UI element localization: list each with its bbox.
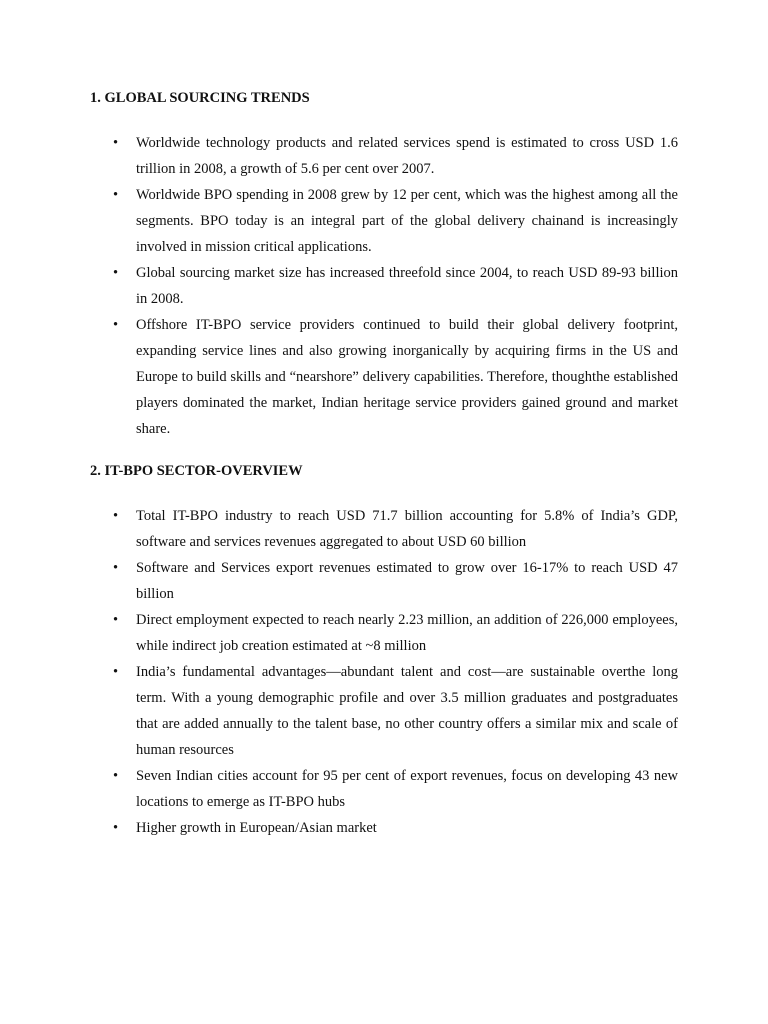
bullet-icon: • <box>113 265 119 281</box>
list-item-text: Seven Indian cities account for 95 per cent of export revenues, focus on developing 43 new locations to emerge as IT-BPO hubs <box>136 768 678 810</box>
list-item <box>113 607 678 659</box>
list-item-text: India’s fundamental advantages—abundant talent and cost—are sustainable overthe long term. With a young demographic profile and over 3.5 million graduates and postgraduates that are added annually to the talent base, no other country offers a similar mix and scale of human resources <box>136 664 678 758</box>
list-item <box>113 182 678 260</box>
list-item <box>113 260 678 312</box>
section-heading-global-sourcing-trends: 1. GLOBAL SOURCING TRENDS <box>90 90 310 106</box>
list-item <box>113 503 678 555</box>
section-heading-it-bpo-sector-overview: 2. IT-BPO SECTOR-OVERVIEW <box>90 463 303 479</box>
list-item <box>113 555 678 607</box>
list-item-text: Higher growth in European/Asian market <box>136 820 377 836</box>
list-item <box>113 659 678 763</box>
list-item-text: Global sourcing market size has increased threefold since 2004, to reach USD 89-93 billion in 2008. <box>136 265 678 307</box>
bullet-icon: • <box>113 612 119 628</box>
bullet-icon: • <box>113 187 119 203</box>
bullet-icon: • <box>113 508 119 524</box>
list-item <box>113 815 678 841</box>
list-item-text: Worldwide technology products and related services spend is estimated to cross USD 1.6 trillion in 2008, a growth of 5.6 per cent over 2007. <box>136 135 678 177</box>
bullet-icon: • <box>113 768 119 784</box>
bullet-icon: • <box>113 135 119 151</box>
list-item-text: Direct employment expected to reach nearly 2.23 million, an addition of 226,000 employees, while indirect job creation estimated at ~8 million <box>136 612 678 654</box>
bullet-icon: • <box>113 560 119 576</box>
list-item <box>113 763 678 815</box>
list-item-text: Offshore IT-BPO service providers continued to build their global delivery footprint, expanding service lines and also growing inorganically by acquiring firms in the US and Europe to build skills and “nearshore” delivery capabilities. Therefore, thoughthe established players dominated the market, Indian heritage service providers gained ground and market share. <box>136 317 678 437</box>
bullet-icon: • <box>113 820 119 836</box>
bullet-icon: • <box>113 317 119 333</box>
list-item <box>113 312 678 442</box>
it-bpo-overview-bullet-list <box>0 503 768 841</box>
global-sourcing-bullet-list <box>0 130 768 442</box>
list-item-text: Worldwide BPO spending in 2008 grew by 12 per cent, which was the highest among all the segments. BPO today is an integral part of the global delivery chainand is increasingly involved in mission critical applications. <box>136 187 678 255</box>
list-item-text: Software and Services export revenues estimated to grow over 16-17% to reach USD 47 billion <box>136 560 678 602</box>
list-item-text: Total IT-BPO industry to reach USD 71.7 billion accounting for 5.8% of India’s GDP, software and services revenues aggregated to about USD 60 billion <box>136 508 678 550</box>
bullet-icon: • <box>113 664 119 680</box>
list-item <box>113 130 678 182</box>
